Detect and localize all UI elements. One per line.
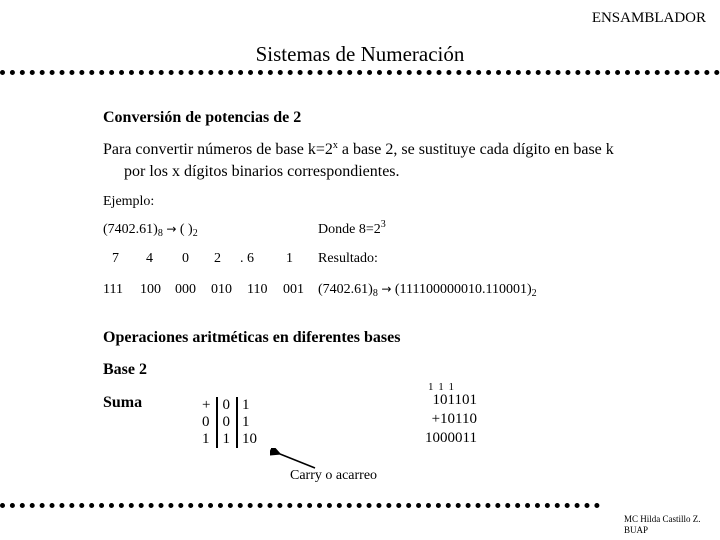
sum-table	[198, 397, 263, 448]
binary-group: 111	[103, 282, 123, 297]
digit-cell: 0	[182, 251, 189, 266]
binary-group: 010	[211, 282, 232, 297]
table-row	[198, 397, 263, 414]
binary-group: 000	[175, 282, 196, 297]
arrow-right-icon: →	[381, 282, 392, 296]
carry-digits: 1 1 1	[428, 381, 455, 393]
binary-group: 100	[140, 282, 161, 297]
table-cell: +	[202, 397, 211, 413]
binary-group: 110	[247, 282, 268, 297]
top-divider	[0, 70, 720, 75]
digit-cell: 2	[214, 251, 221, 266]
section-heading-operations: Operaciones aritméticas en diferentes bases	[103, 329, 401, 346]
page-title: Sistemas de Numeración	[255, 42, 465, 66]
addend-1: 101101	[432, 392, 477, 408]
base-label: Base 2	[103, 361, 147, 378]
digit-cell: 7	[112, 251, 119, 266]
header-tag: ENSAMBLADOR	[591, 10, 706, 26]
table-row	[198, 414, 263, 431]
resultado-label: Resultado:	[318, 251, 378, 266]
section-heading-conversion: Conversión de potencias de 2	[103, 109, 302, 126]
bottom-divider	[0, 503, 600, 508]
table-cell: 10	[237, 431, 263, 448]
binary-addition	[425, 391, 477, 448]
arrow-right-icon: →	[166, 222, 177, 236]
table-cell: 1	[217, 431, 237, 448]
donde-note: Donde $8=2^3$	[318, 219, 386, 237]
carry-note: Carry o acarreo	[290, 468, 378, 483]
table-cell: 0	[202, 414, 210, 430]
table-row	[198, 431, 263, 448]
footer-credit: MC Hilda Castillo Z. BUAP	[624, 514, 701, 535]
paragraph-line-2: por los x dígitos binarios correspondientes.	[124, 163, 400, 180]
example-expression: $(7402.61)_8$ → ( )$_2$	[103, 222, 198, 239]
digit-cell: 4	[146, 251, 153, 266]
binary-group: 001	[283, 282, 304, 297]
example-label: Ejemplo:	[103, 194, 155, 209]
paragraph-line-1: Para convertir números de base $k=2^x$ a base 2, se sustituye cada dígito en base k	[103, 140, 614, 158]
table-cell: 1	[237, 414, 263, 431]
table-cell: 1	[202, 431, 210, 447]
digit-cell: . 6	[240, 251, 254, 266]
result-expression: $(7402.61)_8 \to (111100000010.110001)_2$	[318, 282, 537, 299]
table-cell: 0	[217, 414, 237, 431]
sum-result: 1000011	[425, 430, 477, 446]
digit-cell: 1	[286, 251, 293, 266]
sum-label: Suma	[103, 394, 143, 411]
table-cell: 0	[217, 397, 237, 414]
table-cell: 1	[237, 397, 263, 414]
addend-2: +10110	[431, 411, 477, 427]
